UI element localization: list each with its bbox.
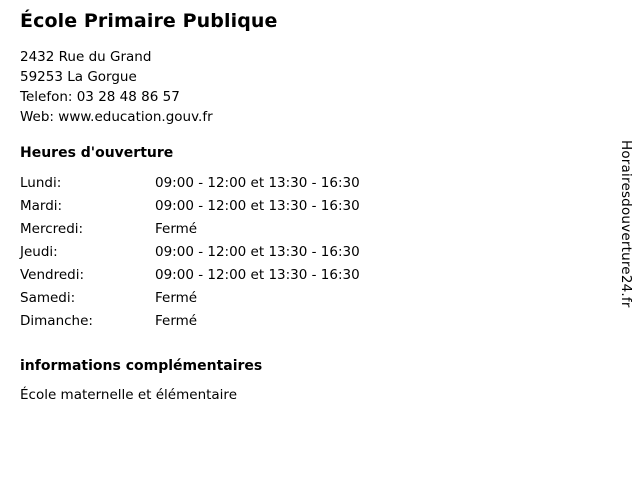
hours-day-label: Jeudi: bbox=[20, 243, 58, 260]
table-row bbox=[20, 290, 455, 313]
hours-day-label: Vendredi: bbox=[20, 266, 85, 283]
table-row bbox=[20, 244, 455, 267]
address-block bbox=[20, 47, 580, 127]
hours-day-value: 09:00 - 12:00 et 13:30 - 16:30 bbox=[155, 174, 360, 191]
hours-day-value: Fermé bbox=[155, 289, 198, 306]
address-city: 59253 La Gorgue bbox=[20, 68, 137, 85]
additional-info-heading: informations complémentaires bbox=[20, 357, 263, 374]
table-row bbox=[20, 175, 455, 198]
address-phone: Telefon: 03 28 48 86 57 bbox=[20, 88, 180, 105]
watermark-label: Horairesdouverture24.fr bbox=[618, 140, 634, 308]
opening-hours-table bbox=[20, 175, 455, 336]
hours-day-label: Samedi: bbox=[20, 289, 76, 306]
hours-day-label: Dimanche: bbox=[20, 312, 93, 329]
opening-hours-heading: Heures d'ouverture bbox=[20, 144, 174, 161]
hours-day-label: Mardi: bbox=[20, 197, 63, 214]
table-row bbox=[20, 267, 455, 290]
document-body bbox=[20, 10, 580, 404]
hours-day-value: 09:00 - 12:00 et 13:30 - 16:30 bbox=[155, 243, 360, 260]
hours-day-label: Lundi: bbox=[20, 174, 62, 191]
table-row bbox=[20, 198, 455, 221]
hours-day-value: Fermé bbox=[155, 312, 198, 329]
address-street: 2432 Rue du Grand bbox=[20, 48, 152, 65]
additional-info-text: École maternelle et élémentaire bbox=[20, 386, 237, 403]
hours-day-label: Mercredi: bbox=[20, 220, 84, 237]
table-row bbox=[20, 221, 455, 244]
page-title: École Primaire Publique bbox=[20, 10, 278, 32]
hours-day-value: Fermé bbox=[155, 220, 198, 237]
address-web: Web: www.education.gouv.fr bbox=[20, 108, 213, 125]
table-row bbox=[20, 313, 455, 336]
hours-day-value: 09:00 - 12:00 et 13:30 - 16:30 bbox=[155, 197, 360, 214]
hours-day-value: 09:00 - 12:00 et 13:30 - 16:30 bbox=[155, 266, 360, 283]
